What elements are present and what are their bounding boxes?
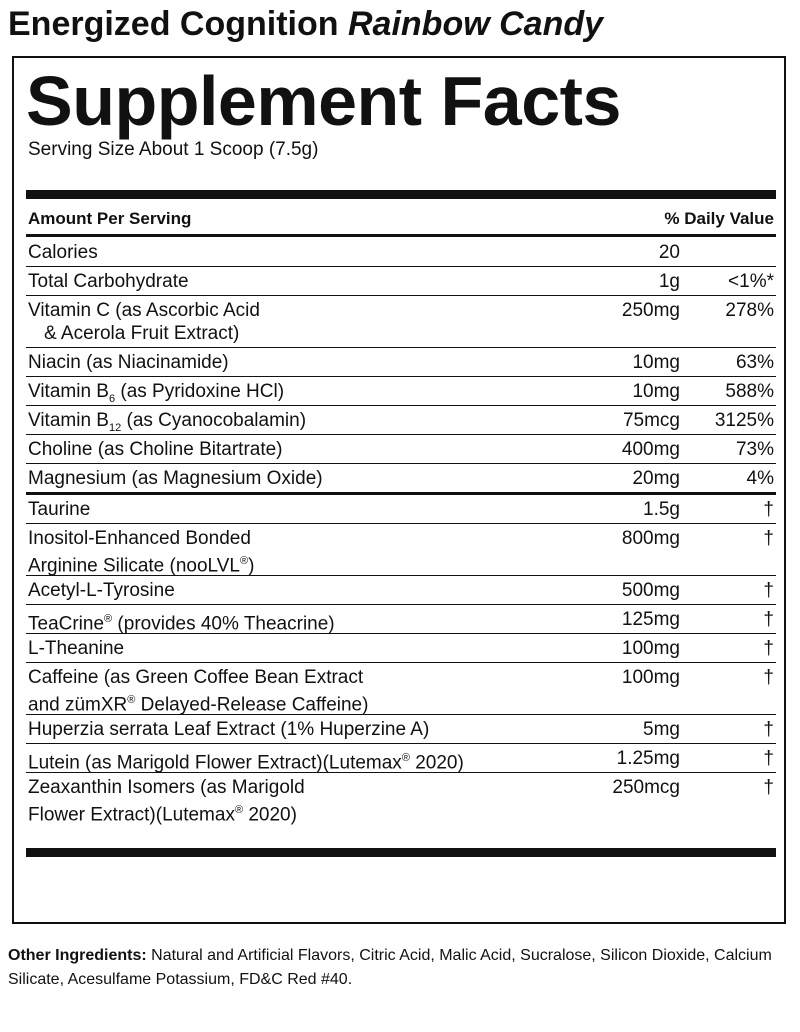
row-name-line1: Zeaxanthin Isomers (as Marigold [28,777,305,798]
row-name-part: Lutein (as Marigold Flower Extract)(Lutemax [28,752,402,774]
row-daily-value: 3125% [714,410,774,431]
row-daily-value: † [763,667,774,688]
row-amount: 125mg [621,609,680,630]
row-name-part: (as Cyanocobalamin) [121,410,307,431]
row-name [28,666,588,716]
row-name [28,527,588,577]
row-name-line2: & Acerola Fruit Extract) [44,323,240,344]
row-daily-value: 278% [725,300,774,321]
product-flavor: Rainbow Candy [348,5,604,43]
daily-value-label: % Daily Value [664,209,774,228]
facts-heading: Supplement Facts [26,62,621,140]
thick-rule-bottom [26,848,776,857]
row-amount: 1.25mg [616,748,680,769]
registered-mark: ® [234,804,244,816]
row-amount: 1g [658,271,680,292]
row-daily-value: 73% [735,439,774,460]
row-amount: 20 [658,242,680,263]
table-row [26,495,776,524]
row-name-part: Vitamin B [28,381,109,402]
registered-mark: ® [401,752,410,764]
row-name-line2 [28,689,588,716]
other-ingredients-label: Other Ingredients: [8,947,147,964]
table-row [26,267,776,296]
amount-per-serving-label: Amount Per Serving [28,209,192,228]
registered-mark: ® [104,613,113,625]
supplement-facts-panel [12,56,786,924]
row-daily-value: † [763,580,774,601]
row-name-line2 [28,550,588,577]
row-name-part: Flower Extract)(Lutemax [28,804,235,826]
row-amount: 250mcg [612,777,680,798]
row-name: L-Theanine [28,638,125,659]
table-row [26,634,776,663]
row-name-part: Vitamin B [28,410,109,431]
table-row [26,744,776,773]
row-name-part: 2020) [409,752,464,774]
row-amount: 250mg [621,300,680,321]
table-row [26,464,776,495]
row-amount: 400mg [621,439,680,460]
table-row [26,605,776,634]
medium-rule-header [26,234,776,237]
row-name-part: and zümXR [28,694,128,716]
row-name [28,299,588,345]
serving-size: Serving Size About 1 Scoop (7.5g) [28,139,319,160]
row-name: Niacin (as Niacinamide) [28,352,229,373]
row-daily-value: 588% [725,381,774,402]
row-name-part: (as Pyridoxine HCl) [115,381,285,402]
row-name-part: Delayed-Release Caffeine) [135,694,369,716]
row-name-part: Arginine Silicate (nooLVL [28,555,240,577]
table-row [26,663,776,715]
row-name-line1: Caffeine (as Green Coffee Bean Extract [28,667,364,688]
table-row [26,377,776,406]
row-name: Taurine [28,499,91,520]
row-name-line1: Inositol-Enhanced Bonded [28,528,251,549]
table-row [26,715,776,744]
row-name: Magnesium (as Magnesium Oxide) [28,468,323,489]
row-amount: 10mg [632,381,680,402]
row-amount: 100mg [621,638,680,659]
table-row [26,348,776,377]
row-amount: 1.5g [643,499,680,520]
row-name [28,747,588,774]
row-amount: 20mg [632,468,680,489]
row-daily-value: 4% [746,468,774,489]
row-amount: 75mcg [622,410,680,431]
row-name-part: ) [248,555,255,577]
row-amount: 5mg [643,719,680,740]
row-name: Calories [28,242,98,263]
row-name-part: TeaCrine [28,613,105,635]
row-amount: 800mg [621,528,680,549]
row-daily-value: † [763,499,774,520]
facts-rows [26,238,776,827]
table-row [26,296,776,348]
row-daily-value: † [763,719,774,740]
row-amount: 100mg [621,667,680,688]
row-name-part: 2020) [243,804,297,826]
thick-rule-top [26,190,776,199]
row-amount: 10mg [632,352,680,373]
row-name [28,608,588,635]
registered-mark: ® [127,694,136,706]
row-name-subscript: 12 [108,421,122,434]
product-title [8,2,788,46]
row-daily-value: † [763,748,774,769]
row-name: Total Carbohydrate [28,271,189,292]
row-name-line2 [28,799,588,826]
other-ingredients [8,944,788,992]
table-row [26,773,776,827]
row-name-subscript: 6 [108,392,116,405]
row-daily-value: † [763,528,774,549]
table-row [26,524,776,576]
table-row [26,238,776,267]
amount-header-row [28,206,774,232]
table-row [26,406,776,435]
table-row [26,435,776,464]
other-ingredients-text: Natural and Artificial Flavors, Citric Acid, Malic Acid, Sucralose, Silicon Dioxide, Calcium Silicate, Acesulfame Potassium, FD&C Red #40. [8,947,772,988]
row-name [28,776,588,826]
row-daily-value: 63% [735,352,774,373]
row-name-line1: Vitamin C (as Ascorbic Acid [28,300,260,321]
row-daily-value: † [763,638,774,659]
row-daily-value: † [763,609,774,630]
row-name: Choline (as Choline Bitartrate) [28,439,283,460]
row-name: Acetyl-L-Tyrosine [28,580,175,601]
row-name-part: (provides 40% Theacrine) [112,613,335,635]
product-name: Energized Cognition [8,5,339,43]
row-daily-value: <1%* [728,271,774,292]
registered-mark: ® [239,555,249,567]
table-row [26,576,776,605]
row-daily-value: † [763,777,774,798]
row-amount: 500mg [621,580,680,601]
row-name: Huperzia serrata Leaf Extract (1% Huperzine A) [28,719,430,740]
